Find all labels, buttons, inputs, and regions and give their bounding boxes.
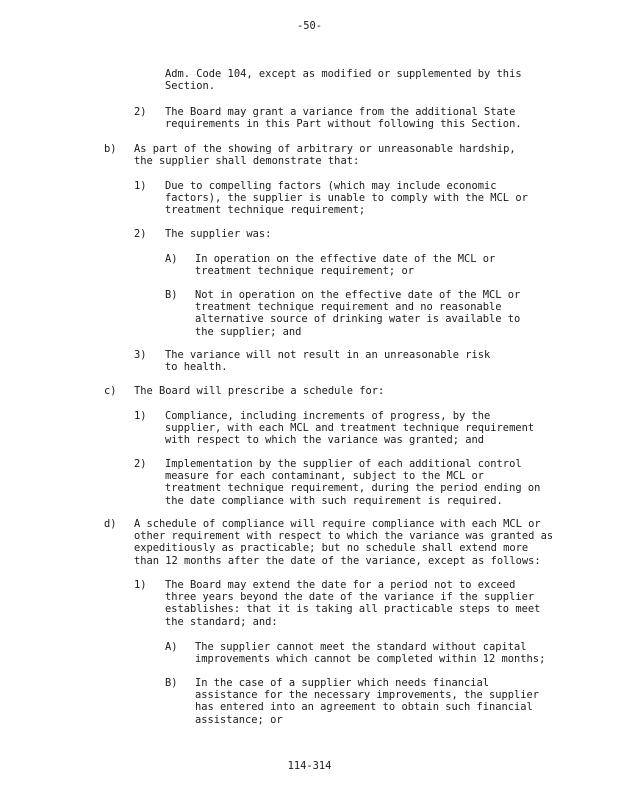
section-a-item1-continuation: Adm. Code 104, except as modified or supplemented by this Section.: [165, 68, 522, 93]
section-d-text: A schedule of compliance will require compliance with each MCL or other requirement with respect to which the variance was granted as expeditiously as practicable; but no schedule shall extend more than 12 months after the date of the variance, except as follows:: [134, 518, 554, 567]
section-c-item1-label: 1): [134, 410, 147, 422]
section-b-text: As part of the showing of arbitrary or unreasonable hardship, the supplier shall demonstrate that:: [134, 143, 516, 168]
section-d-item1-A-label: A): [165, 641, 178, 653]
section-b-item2-A-text: In operation on the effective date of the MCL or treatment technique requirement; or: [195, 253, 496, 278]
section-c-item2-text: Implementation by the supplier of each additional control measure for each contaminant, subject to the MCL or treatment technique requirement, during the period ending on the date compliance with such requirement is required.: [165, 458, 541, 507]
section-a-item2-label: 2): [134, 106, 147, 118]
section-d-item1-A-text: The supplier cannot meet the standard without capital improvements which cannot be completed within 12 months;: [195, 641, 546, 666]
section-b-item2-text: The supplier was:: [165, 228, 272, 240]
section-b-item1-label: 1): [134, 180, 147, 192]
section-c-item2-label: 2): [134, 458, 147, 470]
section-b-label: b): [104, 143, 117, 155]
section-d-item1-B-text: In the case of a supplier which needs financial assistance for the necessary improvements, the supplier has entered into an agreement to obtain such financial assistance; or: [195, 677, 540, 726]
section-d-item1-B-label: B): [165, 677, 178, 689]
section-b-item2-A-label: A): [165, 253, 178, 265]
section-b-item3-text: The variance will not result in an unreasonable risk to health.: [165, 349, 491, 374]
section-c-text: The Board will prescribe a schedule for:: [134, 385, 385, 397]
section-a-item2-text: The Board may grant a variance from the additional State requirements in this Part without following this Section.: [165, 106, 522, 131]
section-d-item1-text: The Board may extend the date for a period not to exceed three years beyond the date of the variance if the supplier establishes: that it is taking all practicable steps to meet the standard; and:: [165, 579, 541, 628]
section-c-label: c): [104, 385, 117, 397]
footer-document-code: 114-314: [287, 760, 332, 772]
section-b-item2-label: 2): [134, 228, 147, 240]
section-c-item1-text: Compliance, including increments of progress, by the supplier, with each MCL and treatment technique requirement with respect to which the variance was granted; and: [165, 410, 535, 447]
section-d-item1-label: 1): [134, 579, 147, 591]
section-b-item2-B-label: B): [165, 289, 178, 301]
section-b-item1-text: Due to compelling factors (which may include economic factors), the supplier is unable to comply with the MCL or treatment technique requirement;: [165, 180, 528, 217]
section-b-item2-B-text: Not in operation on the effective date of the MCL or treatment technique requirement and no reasonable alternative source of drinking water is available to the supplier; and: [195, 289, 521, 338]
section-d-label: d): [104, 518, 117, 530]
section-b-item3-label: 3): [134, 349, 147, 361]
page-number: -50-: [296, 20, 323, 32]
